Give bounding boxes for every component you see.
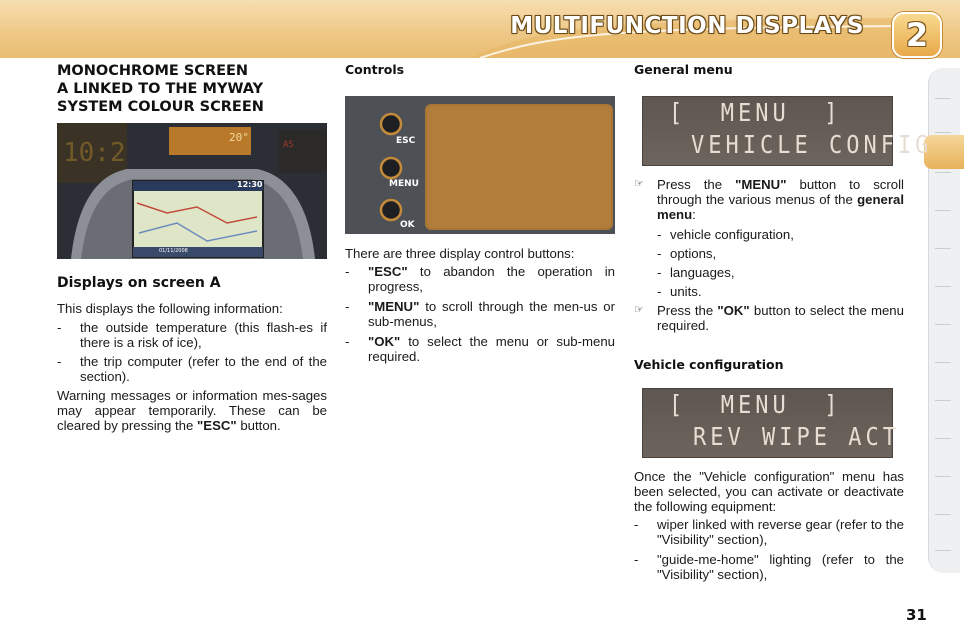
list-item: - the trip computer (refer to the end of the section).	[57, 354, 327, 384]
page-title: MULTIFUNCTION DISPLAYS	[510, 13, 864, 39]
vehicle-config-text	[634, 469, 904, 587]
general-menu-heading: General menu	[634, 62, 733, 77]
pointing-hand-icon: ☞	[634, 178, 644, 190]
menu-button-label: MENU	[389, 179, 419, 189]
dashboard-photo	[57, 123, 327, 259]
photo-temp: 20°	[229, 131, 249, 144]
list-item: - "MENU" to scroll through the men-us or sub-menus,	[345, 299, 615, 329]
list-item: - "OK" to select the menu or sub-menu required.	[345, 334, 615, 364]
list-item: - vehicle configuration,	[657, 227, 794, 242]
dashboard-illustration	[57, 123, 327, 259]
chapter-badge: 2	[892, 12, 942, 58]
list-item: - the outside temperature (this flash-es if there is a risk of ice),	[57, 320, 327, 350]
list-item: - "ESC" to abandon the operation in progress,	[345, 264, 615, 294]
controls-heading: Controls	[345, 62, 405, 77]
controls-illustration	[345, 96, 615, 234]
general-menu-instructions	[634, 177, 904, 338]
svg-text:10:2: 10:2	[63, 138, 126, 168]
page-number: 31	[906, 606, 927, 624]
displays-subheading: Displays on screen A	[57, 275, 221, 291]
list-item: - languages,	[657, 265, 735, 280]
config-intro: Once the "Vehicle configuration" menu has been selected, you can activate or deactivate the following equipment:	[634, 469, 904, 514]
controls-intro: There are three display control buttons:	[345, 246, 575, 261]
column1-text	[57, 301, 327, 437]
list-item: ☞ Press the "MENU" button to scroll through the various menus of the general menu:	[634, 177, 904, 222]
ok-button-label: OK	[400, 220, 415, 230]
pointing-hand-icon: ☞	[634, 304, 644, 316]
list-item: - wiper linked with reverse gear (refer to the "Visibility" section),	[634, 517, 904, 547]
section-title: MONOCHROME SCREEN A LINKED TO THE MYWAY SYSTEM COLOUR SCREEN	[57, 63, 264, 115]
vehicle-config-heading: Vehicle configuration	[634, 357, 784, 372]
list-item: - units.	[657, 284, 702, 299]
photo-date: 01/11/2008	[159, 248, 188, 254]
controls-photo	[345, 96, 615, 234]
esc-button-label: ESC	[396, 136, 416, 146]
list-item: - options,	[657, 246, 717, 261]
photo-time: 12:30	[237, 180, 263, 189]
svg-text:AS: AS	[283, 140, 294, 150]
lcd-display-general-menu: [ MENU ] VEHICLE CONFIG	[642, 96, 893, 166]
warning-text: Warning messages or information mes-sages may appear temporarily. These can be cleared by pressing the "ESC" button.	[57, 388, 327, 433]
list-item: - "guide-me-home" lighting (refer to the "Visibility" section),	[634, 552, 904, 582]
intro-text: This displays the following information:	[57, 301, 283, 316]
column2-text	[345, 246, 615, 369]
list-item: ☞ Press the "OK" button to select the menu required.	[634, 303, 904, 333]
menu-list	[634, 227, 904, 299]
lcd-display-vehicle-config: [ MENU ] REV WIPE ACT	[642, 388, 893, 458]
